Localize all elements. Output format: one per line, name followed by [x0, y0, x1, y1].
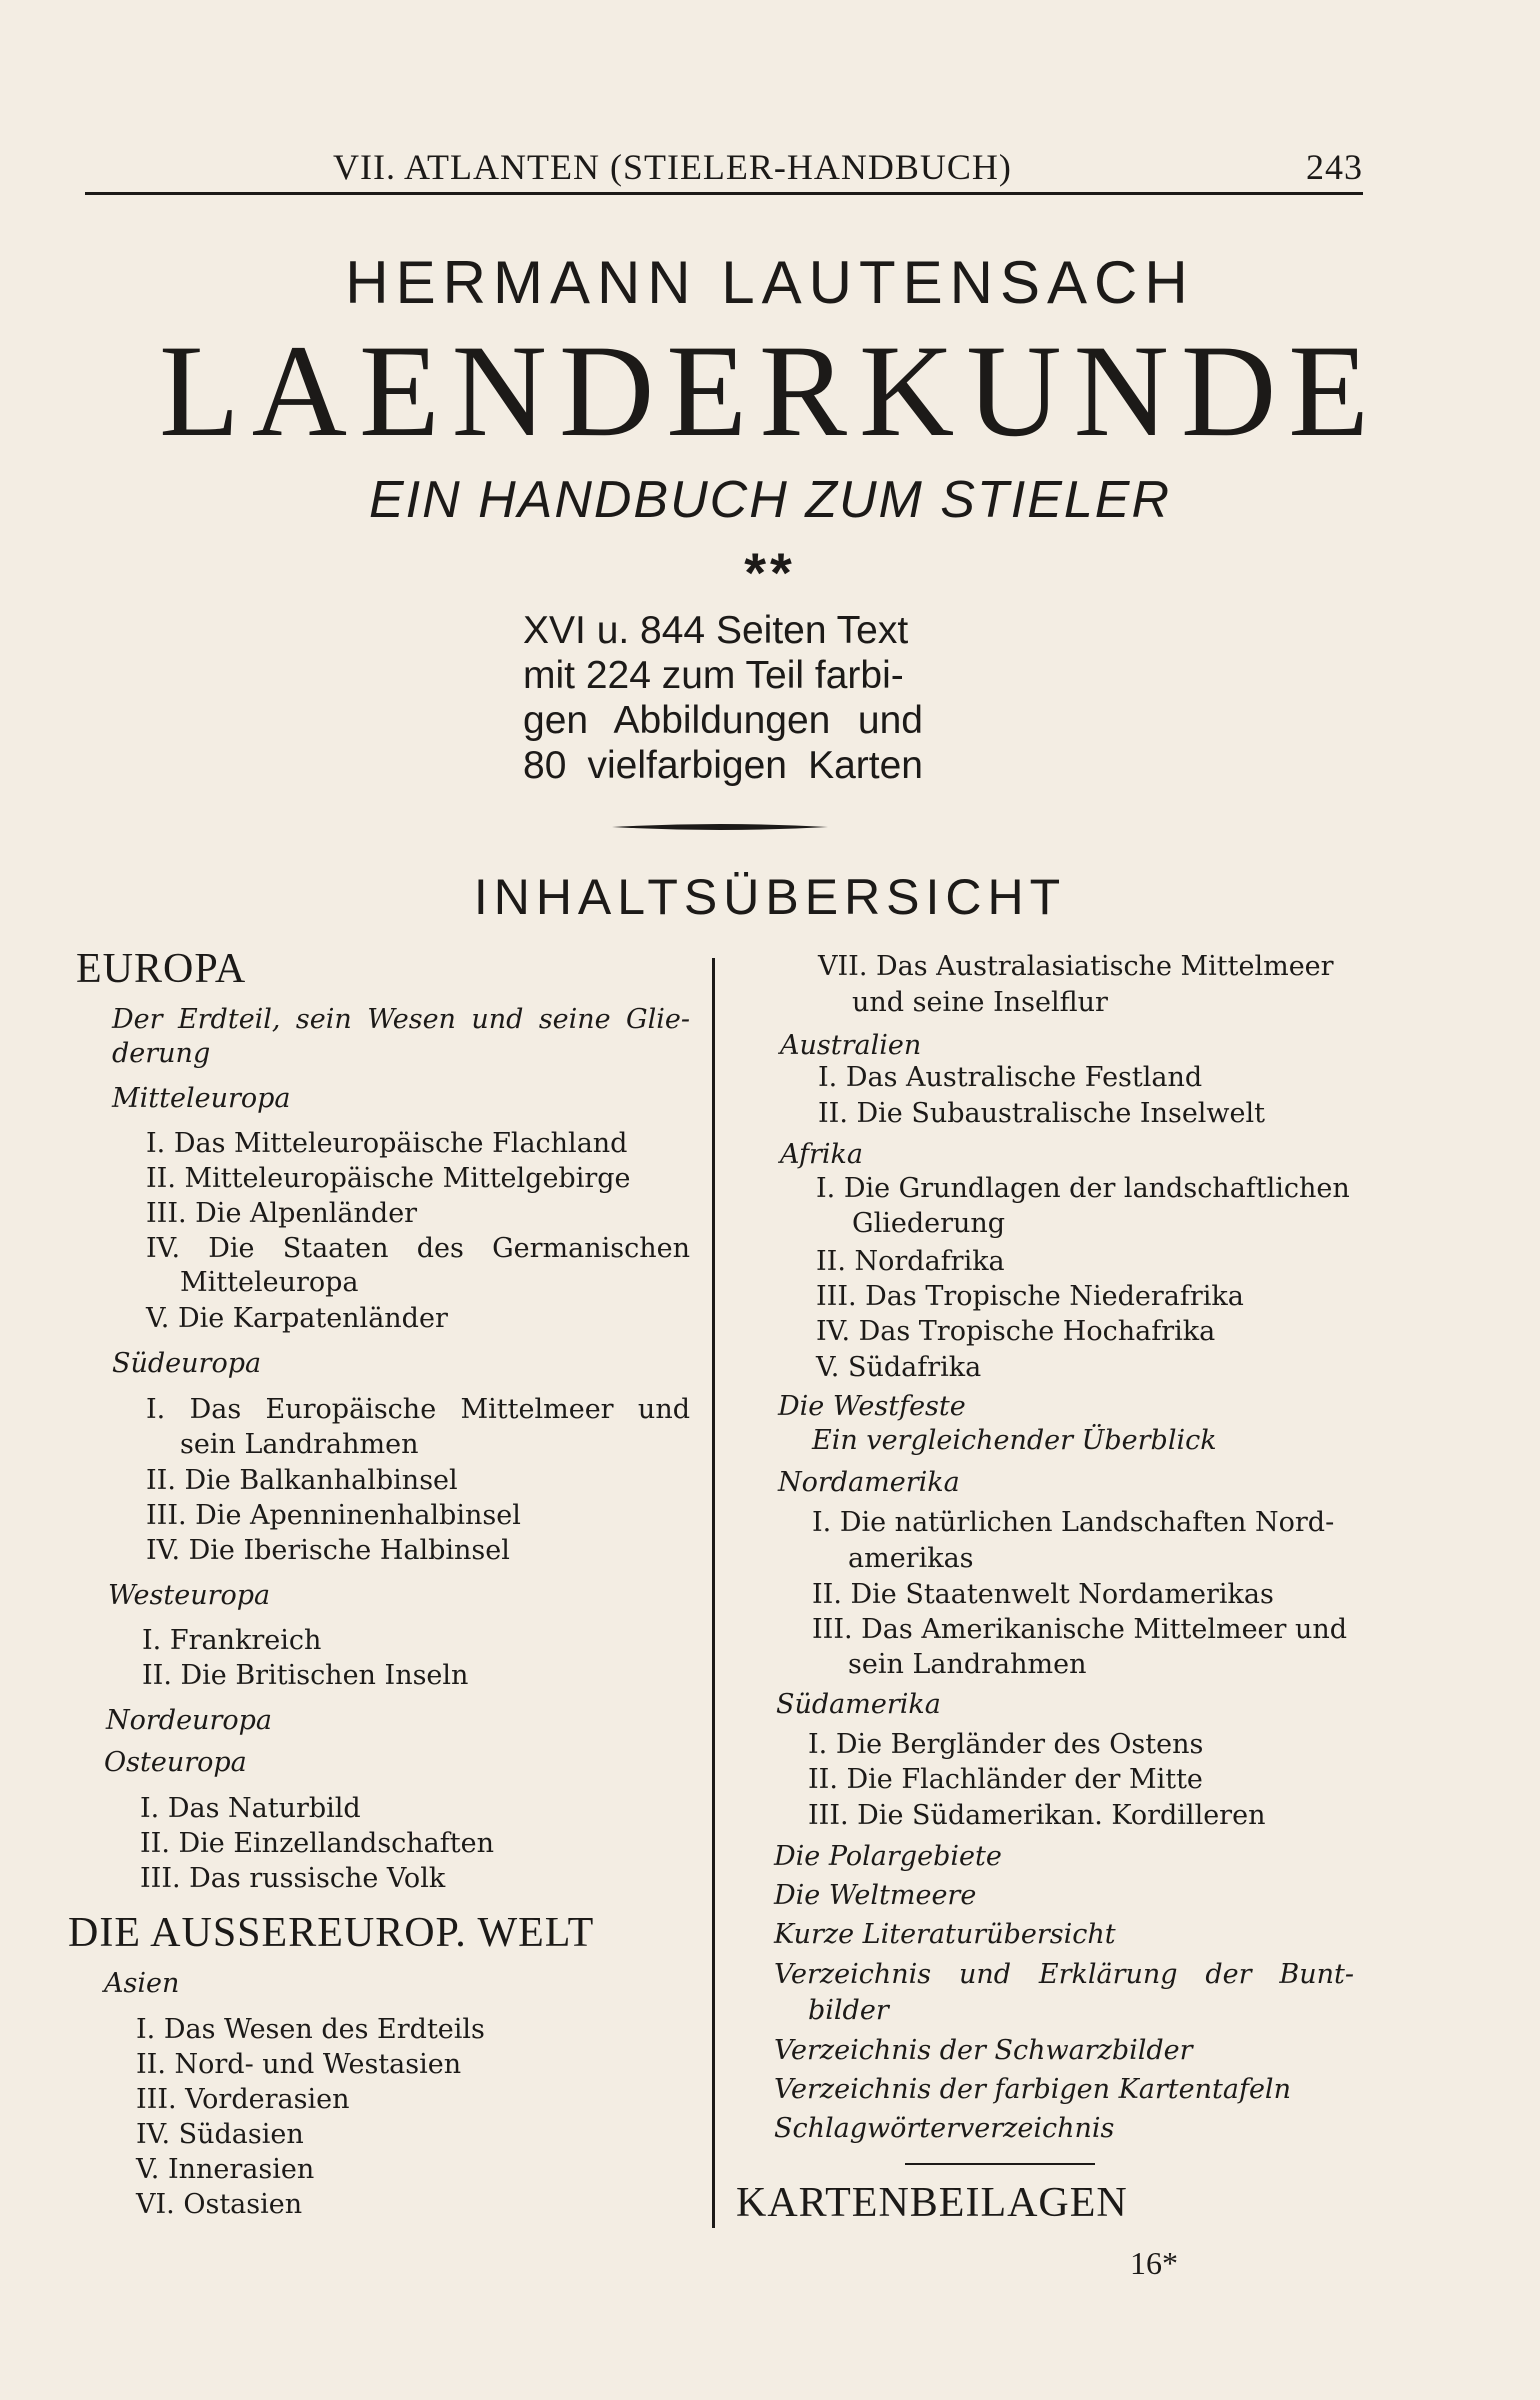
- toc-item-cont: Gliederung: [852, 1208, 1006, 1239]
- running-head-section: VII. ATLANTEN (STIELER-HANDBUCH): [333, 147, 1012, 187]
- toc-entry-schlagwoerter: Schlagwörterverzeichnis: [774, 2113, 1115, 2144]
- toc-item-cont: sein Landrahmen: [848, 1649, 1087, 1680]
- toc-region-asien: Asien: [104, 1968, 180, 1999]
- toc-item: III. Die Apenninenhalbinsel: [146, 1500, 521, 1531]
- toc-item-cont: Mitteleuropa: [180, 1267, 359, 1298]
- toc-item: III. Das Tropische Niederafrika: [816, 1281, 1244, 1312]
- toc-item-cont: amerikas: [848, 1543, 974, 1574]
- toc-item: I. Das Europäische Mittelmeer und: [146, 1394, 690, 1425]
- toc-item: IV. Das Tropische Hochafrika: [816, 1316, 1216, 1347]
- toc-region-australien: Australien: [780, 1030, 922, 1061]
- page-number: 243: [1306, 147, 1363, 187]
- toc-region-westfeste: Die Westfeste: [778, 1391, 966, 1422]
- toc-part-aussereurop: DIE AUSSEREUROP. WELT: [68, 1910, 595, 1956]
- column-divider: [712, 958, 715, 2228]
- toc-region-suedamerika: Südamerika: [776, 1689, 941, 1720]
- toc-region-westeuropa: Westeuropa: [108, 1580, 271, 1611]
- toc-item: I. Die Grundlagen der landschaftlichen: [816, 1173, 1350, 1204]
- toc-item: II. Nord- und Westasien: [136, 2049, 462, 2080]
- toc-item-cont: sein Landrahmen: [180, 1429, 419, 1460]
- toc-item: III. Das russische Volk: [140, 1863, 446, 1894]
- toc-region-mitteleuropa: Mitteleuropa: [112, 1083, 291, 1114]
- toc-entry-erdteil: Der Erdteil, sein Wesen und seine Glie-: [112, 1004, 690, 1035]
- toc-region-osteuropa: Osteuropa: [104, 1747, 247, 1778]
- toc-region-westfeste-sub: Ein vergleichender Überblick: [812, 1425, 1217, 1456]
- toc-item: IV. Die Iberische Halbinsel: [146, 1535, 510, 1566]
- author-name: HERMANN LAUTENSACH: [345, 249, 1195, 316]
- toc-item: I. Das Naturbild: [140, 1793, 361, 1824]
- toc-item: I. Das Wesen des Erdteils: [136, 2014, 485, 2045]
- toc-item: I. Das Mitteleuropäische Flachland: [146, 1128, 628, 1159]
- toc-item: V. Innerasien: [136, 2154, 315, 2185]
- toc-part-europa: EUROPA: [76, 946, 247, 992]
- toc-entry-erdteil-cont: derung: [112, 1038, 211, 1069]
- short-divider: [905, 2163, 1095, 2165]
- toc-entry-polargebiete: Die Polargebiete: [774, 1841, 1002, 1872]
- toc-item: VII. Das Australasiatische Mittelmeer: [818, 951, 1334, 982]
- toc-region-suedeuropa: Südeuropa: [112, 1348, 262, 1379]
- extent-line: gen Abbildungen und: [523, 699, 923, 742]
- toc-item: II. Die Einzellandschaften: [140, 1828, 494, 1859]
- toc-item: I. Frankreich: [142, 1625, 322, 1656]
- toc-item: III. Die Südamerikan. Kordilleren: [808, 1800, 1266, 1831]
- toc-item: III. Die Alpenländer: [146, 1198, 418, 1229]
- printer-signature: 16*: [1130, 2245, 1178, 2281]
- toc-item: I. Die natürlichen Landschaften Nord-: [812, 1507, 1335, 1538]
- toc-heading: INHALTSÜBERSICHT: [473, 869, 1067, 925]
- toc-item: I. Die Bergländer des Ostens: [808, 1729, 1204, 1760]
- swelled-rule-ornament: [612, 822, 828, 832]
- toc-item: II. Die Britischen Inseln: [142, 1660, 469, 1691]
- toc-item: VI. Ostasien: [136, 2189, 303, 2220]
- toc-item: V. Südafrika: [816, 1352, 982, 1383]
- asterisk-ornament: **: [744, 541, 796, 604]
- toc-item: V. Die Karpatenländer: [146, 1303, 448, 1334]
- toc-item: II. Die Balkanhalbinsel: [146, 1465, 458, 1496]
- toc-entry-literatur: Kurze Literaturübersicht: [774, 1919, 1116, 1950]
- toc-item: II. Mitteleuropäische Mittelgebirge: [146, 1163, 631, 1194]
- toc-entry-schwarzbilder: Verzeichnis der Schwarzbilder: [774, 2035, 1193, 2066]
- extent-line: 80 vielfarbigen Karten: [523, 744, 923, 787]
- toc-item: III. Vorderasien: [136, 2084, 350, 2115]
- toc-item: IV. Die Staaten des Germanischen: [146, 1233, 690, 1264]
- toc-item: II. Die Flachländer der Mitte: [808, 1764, 1203, 1795]
- toc-region-nordeuropa: Nordeuropa: [106, 1705, 272, 1736]
- extent-line: XVI u. 844 Seiten Text: [523, 609, 909, 652]
- running-head: [85, 142, 1363, 195]
- extent-description: [523, 608, 923, 788]
- toc-region-afrika: Afrika: [780, 1139, 864, 1170]
- book-subtitle: EIN HANDBUCH ZUM STIELER: [368, 471, 1172, 529]
- toc-entry-buntbilder: Verzeichnis und Erklärung der Bunt-: [774, 1959, 1354, 1990]
- toc-item-cont: und seine Inselflur: [852, 987, 1108, 1018]
- toc-item: II. Die Subaustralische Inselwelt: [818, 1098, 1266, 1129]
- toc-item: II. Nordafrika: [816, 1246, 1005, 1277]
- book-title: LAENDERKUNDE: [159, 317, 1381, 464]
- toc-entry-kartentafeln: Verzeichnis der farbigen Kartentafeln: [774, 2074, 1291, 2105]
- toc-region-nordamerika: Nordamerika: [778, 1467, 960, 1498]
- extent-line: mit 224 zum Teil farbi-: [523, 654, 904, 697]
- toc-item: II. Die Staatenwelt Nordamerikas: [812, 1579, 1274, 1610]
- toc-part-kartenbeilagen: KARTENBEILAGEN: [736, 2180, 1128, 2226]
- toc-entry-weltmeere: Die Weltmeere: [774, 1880, 977, 1911]
- toc-item: I. Das Australische Festland: [818, 1062, 1203, 1093]
- toc-item: IV. Südasien: [136, 2119, 304, 2150]
- toc-item: III. Das Amerikanische Mittelmeer und: [812, 1614, 1348, 1645]
- toc-entry-buntbilder-cont: bilder: [808, 1995, 889, 2026]
